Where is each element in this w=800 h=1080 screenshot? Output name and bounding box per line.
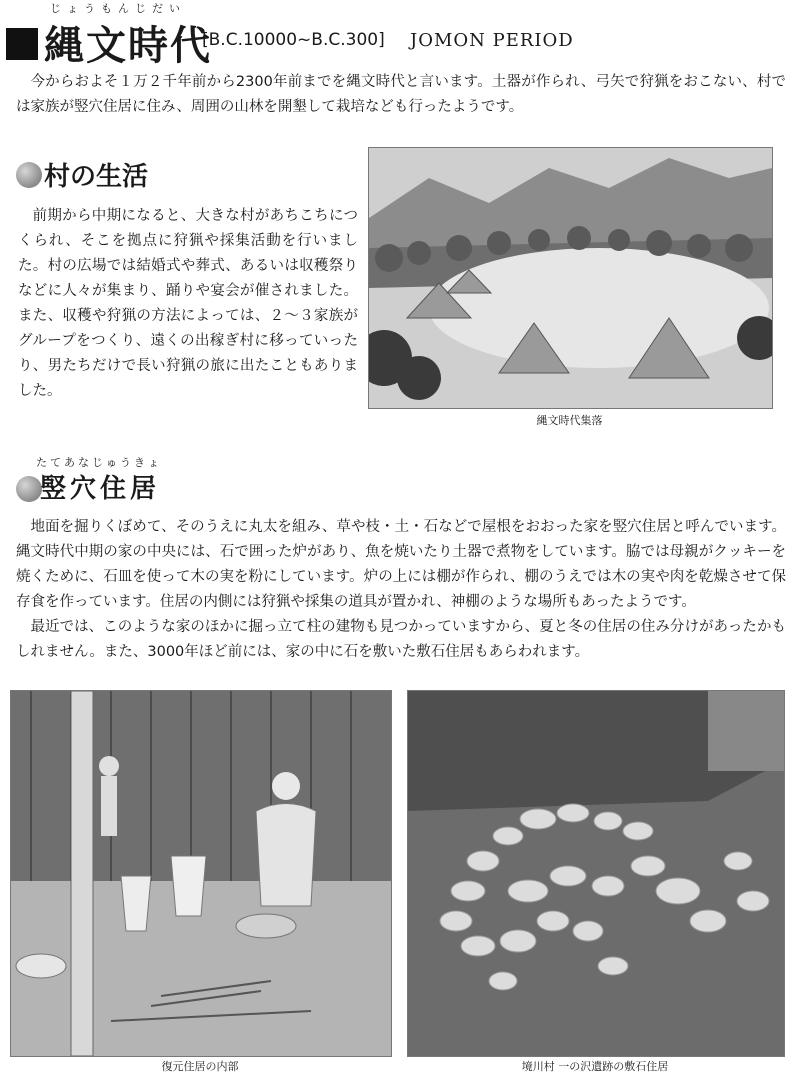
dwelling-interior-photo bbox=[10, 690, 392, 1057]
page-title: 縄文時代 bbox=[44, 22, 212, 69]
interior-illustration bbox=[11, 691, 391, 1056]
title-marker bbox=[6, 28, 38, 60]
stone-dwelling-photo-caption: 境川村 一の沢遺跡の敷石住居 bbox=[521, 1060, 669, 1073]
intro-paragraph: 今からおよそ１万２千年前から2300年前までを縄文時代と言います。土器が作られ、弓矢で狩猟をおこない、村では家族が竪穴住居に住み、周囲の山林を開墾して栽培なども行ったようです。 bbox=[16, 74, 786, 115]
title-ruby: じょうもんじだい bbox=[50, 2, 186, 15]
english-title: JOMON PERIOD bbox=[410, 30, 574, 51]
era-range: [B.C.10000~B.C.300] bbox=[202, 30, 385, 50]
village-photo bbox=[368, 147, 773, 409]
pit-dwelling-section-title: 竪穴住居 bbox=[40, 474, 161, 504]
pit-dwelling-paragraph: 地面を掘りくぼめて、そのうえに丸太を組み、草や枝・土・石などで屋根をおおった家を竪穴住居と呼んでいます。縄文時代中期の家の中央には、石で囲った炉があり、魚を焼いたり土器で煮物をしています。脇では母親がクッキーを焼くために、石皿を使って木の実を粉にしています。炉の上には棚が作られ、棚のうえでは木の実や肉を乾燥させて保存食を作っています。住居の内側には狩猟や採集の道具が置かれ、神棚のような場所もあったようです。 bbox=[16, 519, 786, 610]
stone-dwelling-illustration bbox=[408, 691, 784, 1056]
village-illustration bbox=[369, 148, 772, 408]
village-photo-caption: 縄文時代集落 bbox=[536, 414, 603, 427]
interior-photo-caption: 復元住居の内部 bbox=[161, 1060, 239, 1073]
pit-dwelling-text bbox=[16, 515, 786, 665]
village-section-title: 村の生活 bbox=[44, 162, 149, 192]
pit-dwelling-ruby: たてあなじゅうきょ bbox=[36, 456, 162, 469]
section-bullet-icon bbox=[16, 476, 42, 502]
village-paragraph: 前期から中期になると、大きな村があちこちにつくられ、そこを拠点に狩猟や採集活動を行いました。村の広場では結婚式や葬式、あるいは収穫祭りなどに人々が集まり、踊りや宴会が催されました。また、収穫や狩猟の方法によっては、２～３家族がグループをつくり、遠くの出稼ぎ村に移っていったり、男たちだけで長い狩猟の旅に出たこともありました。 bbox=[18, 208, 358, 399]
stone-dwelling-photo bbox=[407, 690, 785, 1057]
section-bullet-icon bbox=[16, 162, 42, 188]
pit-dwelling-paragraph: 最近では、このような家のほかに掘っ立て柱の建物も見つかっていますから、夏と冬の住居の住み分けがあったかもしれません。また、3000年ほど前には、家の中に石を敷いた敷石住居もあらわれます。 bbox=[16, 619, 786, 660]
